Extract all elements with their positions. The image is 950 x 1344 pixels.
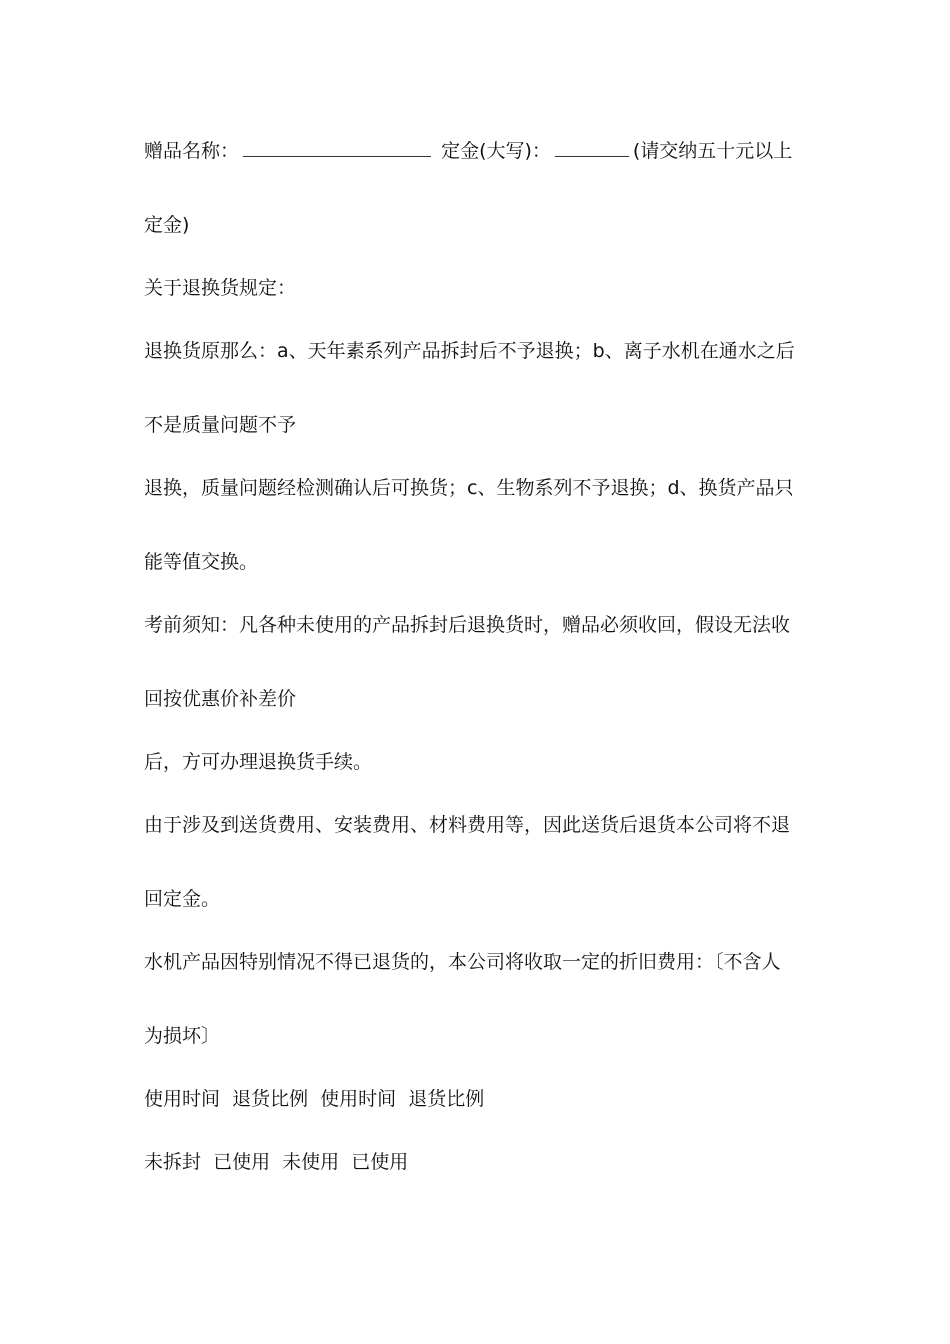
paragraph-line: 回按优惠价补差价	[144, 688, 297, 710]
table-header-row: 使用时间 退货比例 使用时间 退货比例	[144, 1088, 485, 1110]
paragraph-line: 考前须知：凡各种未使用的产品拆封后退换货时，赠品必须收回，假设无法收	[144, 614, 791, 636]
paragraph-line: 水机产品因特别情况不得已退货的，本公司将收取一定的折旧费用：〔不含人	[144, 951, 781, 973]
gift-name-label: 赠品名称：	[144, 140, 240, 162]
paragraph-line: 为损坏〕	[144, 1025, 221, 1047]
deposit-label: 定金(大写)：	[441, 140, 551, 162]
deposit-note: (请交纳五十元以上	[632, 140, 793, 162]
paragraph-line: 退换，质量问题经检测确认后可换货；c、生物系列不予退换；d、换货产品只	[144, 477, 794, 499]
gift-name-blank[interactable]	[243, 139, 431, 157]
paragraph-line: 由于涉及到送货费用、安装费用、材料费用等，因此送货后退货本公司将不退	[144, 814, 791, 836]
paragraph-line: 退换货原那么：a、天年素系列产品拆封后不予退换；b、离子水机在通水之后	[144, 340, 795, 362]
section-heading-returns: 关于退换货规定：	[144, 277, 297, 299]
table-row: 未拆封 已使用 未使用 已使用	[144, 1151, 409, 1173]
gift-deposit-line	[144, 139, 792, 163]
paragraph-line: 能等值交换。	[144, 551, 259, 573]
deposit-amount-blank[interactable]	[555, 139, 629, 157]
paragraph-line: 后，方可办理退换货手续。	[144, 751, 373, 773]
deposit-note-continuation: 定金)	[144, 214, 190, 236]
paragraph-line: 回定金。	[144, 888, 221, 910]
paragraph-line: 不是质量问题不予	[144, 414, 297, 436]
